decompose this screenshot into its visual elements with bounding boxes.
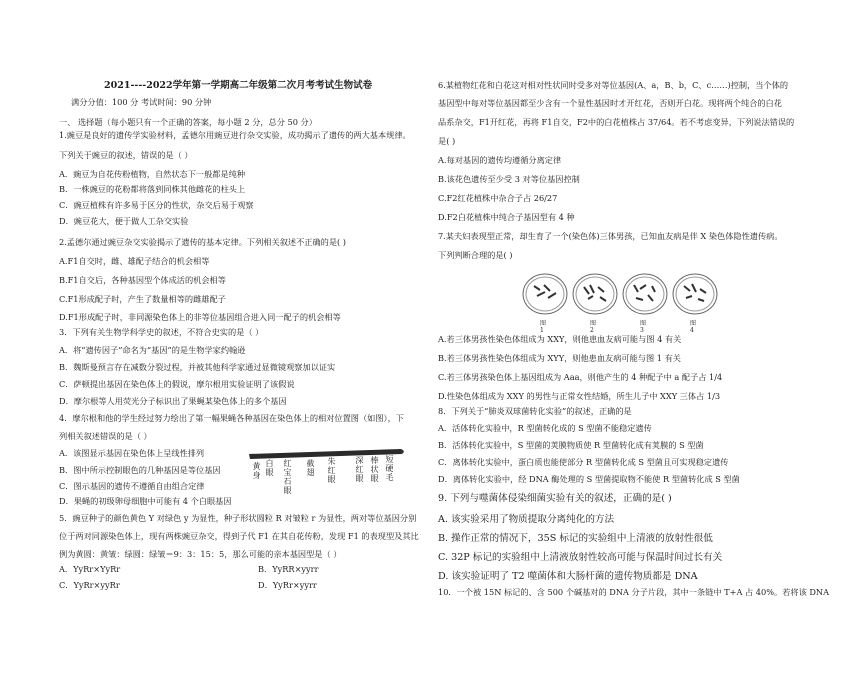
q4-opt-b: B．图中所示控制眼色的几种基因是等位基因 [59,465,221,475]
q10-stem: 10．一个被 15N 标记的、含 500 个碱基对的 DNA 分子片段，其中一条链中 T+A 占 40%。若将该 DNA [438,587,829,597]
q5-opt-b: B．YyRR×yyrr [258,564,319,574]
q6-opt-b: B.该花色遗传至少受 3 对等位基因控制 [438,174,580,184]
q2-stem: 2.孟德尔通过豌豆杂交实验揭示了遗传的基本定律。下列相关叙述不正确的是( ) [59,237,346,247]
q4-stem: 4．摩尔根和他的学生经过努力绘出了第一幅果蝇各种基因在染色体上的相对位置图（如图），下 [59,413,404,423]
q6-opt-a: A.每对基因的遗传均遵循分离定律 [438,155,562,165]
gene-label: 朱红眼 [327,457,336,484]
cell-figure-2 [573,274,617,314]
q2-opt-a: A.F1自交时，雌、雄配子结合的机会相等 [59,256,210,266]
q4-opt-c: C．图示基因的遗传不遵循自由组合定律 [59,481,205,491]
q3-opt-b: B．魏斯曼预言存在减数分裂过程，并被其他科学家通过显微镜观察加以证实 [59,362,336,372]
q5-opt-d: D．YyRr×yyrr [258,580,317,590]
cell-figure-3 [623,274,667,314]
gene-label: 棒状眼 [370,456,379,483]
q7-stem-2: 下列判断合理的是( ) [438,250,513,260]
exam-meta: 满分分值：100 分 考试时间：90 分钟 [71,97,212,107]
q1-opt-c: C．豌豆植株有许多易于区分的性状，杂交后易于观察 [59,200,254,210]
q7-opt-b: B.若三体男孩性染色体组成为 XYY，则他患血友病可能与图 1 有关 [438,353,681,363]
q4-stem-2: 列相关叙述错误的是（ ） [59,431,152,441]
q8-stem: 8．下列关于“肺炎双球菌转化实验”的叙述，正确的是 [438,406,632,416]
q8-opt-c: C．离体转化实验中，蛋白质也能使部分 R 型菌转化成 S 型菌且可实现稳定遗传 [438,457,729,467]
q2-opt-d: D.F1形成配子时，非同源染色体上的非等位基因组合进入同一配子的机会相等 [59,312,341,322]
q6-opt-d: D.F2白花植株中纯合子基因型有 4 种 [438,212,575,222]
q5-stem-2: 位于两对同源染色体上，现有两株豌豆杂交，得到子代 F1 在其自花传粉，发现 F1 的表现型及其比 [59,531,419,541]
q2-opt-c: C.F1形成配子时，产生了数量相等的雌雄配子 [59,294,226,304]
gene-label: 黄身 [252,462,261,480]
cell-caption: 图 2 [590,320,597,334]
q5-stem-3: 例为黄圆：黄皱：绿圆：绿皱＝9：3：15：5，那么可能的亲本基因型是（ ） [59,549,342,559]
cell-division-figures [520,271,720,319]
q5-opt-a: A．YyRr×YyRr [59,564,121,574]
cell-figure-1 [523,274,567,314]
q4-opt-d: D．果蝇的初级卵母细胞中可能有 4 个白眼基因 [59,496,232,506]
cell-caption: 图 3 [640,320,647,334]
q9-stem: 9. 下列与噬菌体侵染细菌实验有关的叙述，正确的是( ) [438,493,672,504]
q1-opt-d: D．豌豆花大，便于做人工杂交实验 [59,216,189,226]
q9-opt-d: D. 该实验证明了 T2 噬菌体和大肠杆菌的遗传物质都是 DNA [438,571,698,582]
q7-stem: 7.某夫妇表现型正常，却生育了一个(染色体)三体男孩，已知血友病是伴 X 染色体隐性遗传病。 [438,231,783,241]
gene-label: 红宝石眼 [283,459,292,495]
cell-caption: 图 4 [690,320,697,334]
q8-opt-d: D．离体转化实验中，经 DNA 酶处理的 S 型菌提取物不能使 R 型菌转化成 S 型菌 [438,474,740,484]
q3-opt-d: D．摩尔根等人用荧光分子标识出了果蝇某染色体上的多个基因 [59,396,287,406]
q6-stem-3: 品系杂交，F1开红花，再将 F1自交，F2中的白花植株占 37/64。若不考虑变异，下列说法错误的 [438,117,795,127]
q6-opt-c: C.F2红花植株中杂合子占 26/27 [438,193,558,203]
q2-opt-b: B.F1自交后，各种基因型个体成活的机会相等 [59,275,226,285]
q3-opt-a: A．将“遗传因子”命名为“基因”的是生物学家约翰逊 [59,345,246,355]
q1-stem-2: 下列关于豌豆的叙述，错误的是（ ） [59,150,193,160]
q5-stem: 5．豌豆种子的颜色黄色 Y 对绿色 y 为显性，种子形状圆粒 R 对皱粒 r 为显性，两对等位基因分别 [59,513,417,523]
q4-opt-a: A．该图显示基因在染色体上呈线性排列 [59,448,205,458]
exam-title: 2021----2022学年第一学期高二年级第二次月考考试生物试卷 [104,80,373,91]
q7-opt-c: C.若三体男孩染色体上基因组成为 Aaa，则他产生的 4 种配子中 a 配子占 1/4 [438,372,723,382]
gene-label: 白眼 [265,459,274,477]
q6-stem-2: 基因型中每对等位基因都至少含有一个显性基因时才开红花，否则开白花。现将两个纯合的白花 [438,98,782,108]
gene-label: 截翅 [306,459,315,477]
q1-opt-b: B．一株豌豆的花粉都将落到同株其他雌花的柱头上 [59,184,246,194]
q5-opt-c: C．YyRr×yyRr [59,580,120,590]
q1-stem: 1.豌豆是良好的遗传学实验材料，孟德尔用豌豆进行杂交实验，成功揭示了遗传的两大基本规律。 [59,130,411,140]
q9-opt-a: A. 该实验采用了物质提取分离纯化的方法 [438,514,615,525]
q7-opt-d: D.性染色体组成为 XXY 的男性与正常女性结婚，所生儿子中 XXY 三体占 1/3 [438,391,721,401]
q3-stem: 3．下列有关生物学科学史的叙述，不符合史实的是（ ） [59,327,264,337]
q3-opt-c: C．萨顿提出基因在染色体上的假说，摩尔根用实验证明了该假说 [59,379,295,389]
cell-figure-4 [673,274,717,314]
gene-label: 深红眼 [355,456,364,483]
q1-opt-a: A．豌豆为自花传粉植物，自然状态下一般都是纯种 [59,169,246,179]
q8-opt-a: A．活体转化实验中，R 型菌转化成的 S 型菌不能稳定遗传 [438,423,652,433]
q9-opt-b: B. 操作正常的情况下，35S 标记的实验组中上清液的放射性很低 [438,533,713,544]
q7-opt-a: A.若三体男孩性染色体组成为 XXY，则他患血友病可能与图 4 有关 [438,334,682,344]
q6-stem-4: 是( ) [438,136,456,146]
q9-opt-c: C. 32P 标记的实验组中上清液放射性较高可能与保温时间过长有关 [438,552,723,563]
cell-caption: 图 1 [540,320,547,334]
q6-stem: 6.某植物红花和白花这对相对性状同时受多对等位基因(A、a，B、b，C、c……)控制，当个体的 [438,80,789,90]
gene-label: 短硬毛 [385,455,394,482]
q8-opt-b: B．活体转化实验中，S 型菌的荚膜物质使 R 型菌转化成有荚膜的 S 型菌 [438,440,704,450]
section-heading: 一、 选择题（每小题只有一个正确的答案，每小题 2 分，总分 50 分） [59,117,317,127]
